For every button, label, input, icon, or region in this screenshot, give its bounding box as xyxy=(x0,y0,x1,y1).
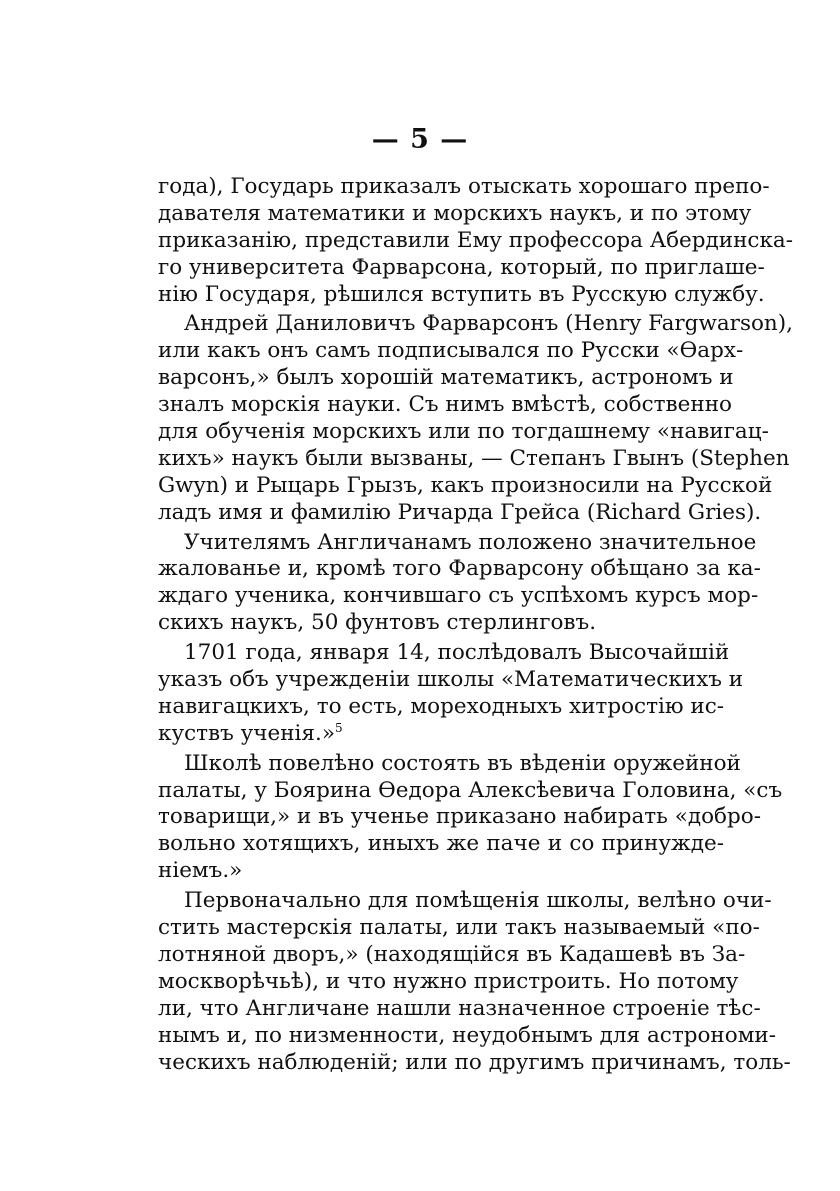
text-line: зналъ морскія науки. Съ нимъ вмѣстѣ, собственно xyxy=(158,392,732,418)
paragraph xyxy=(158,174,793,308)
text-line: палаты, у Боярина Ѳедора Алексѣевича Головина, «съ xyxy=(158,777,783,803)
text-line-content: куствъ ученія.» xyxy=(158,720,335,746)
text-line: приказанію, представили Ему профессора Абердинска- xyxy=(158,227,793,253)
text-line: для обученія морскихъ или по тогдашнему «навигац- xyxy=(158,419,769,445)
text-line: жалованье и, кромѣ того Фарварсону обѣщано за ка- xyxy=(158,556,761,582)
paragraph xyxy=(158,888,791,1076)
text-line: вольно хотящихъ, иныхъ же паче и со принужде- xyxy=(158,831,724,857)
text-line: Учителямъ Англичанамъ положено значительное xyxy=(184,529,757,555)
text-line: нію Государя, рѣшился вступить въ Русскую службу. xyxy=(158,281,765,307)
text-line: го университета Фарварсона, который, по приглаше- xyxy=(158,254,765,280)
body-text xyxy=(158,174,793,1079)
text-line: лотняной дворъ,» (находящійся въ Кадашевѣ въ За- xyxy=(158,941,746,967)
text-line: давателя математики и морскихъ наукъ, и по этому xyxy=(158,200,752,226)
paragraph xyxy=(158,750,783,885)
paragraph xyxy=(158,529,761,638)
text-line: варсонъ,» былъ хорошій математикъ, астрономъ и xyxy=(158,365,734,391)
text-line: ніемъ.» xyxy=(158,858,243,884)
footnote-mark: 5 xyxy=(335,720,343,735)
text-line: 1701 года, января 14, послѣдовалъ Высочайшій xyxy=(184,640,730,666)
text-line: года), Государь приказалъ отыскать хорошаго препо- xyxy=(158,174,770,199)
text-line: скихъ наукъ, 50 фунтовъ стерлинговъ. xyxy=(158,610,597,636)
paragraph xyxy=(158,640,744,748)
text-line: или какъ онъ самъ подписывался по Русски «Ѳарх- xyxy=(158,338,744,364)
text-line: стить мастерскія палаты, или такъ называемый «по- xyxy=(158,915,760,941)
paragraph xyxy=(158,311,793,526)
page-number: — 5 — xyxy=(371,124,469,155)
text-line: ли, что Англичане нашли назначенное строеніе тѣс- xyxy=(158,995,761,1021)
text-line: навигацкихъ, то есть, мореходныхъ хитростію ис- xyxy=(158,693,725,719)
text-line: москворѣчьѣ), и что нужно пристроить. Но потому xyxy=(158,968,739,994)
text-line: ждаго ученика, кончившаго съ успѣхомъ курсъ мор- xyxy=(158,583,759,609)
text-line: кихъ» наукъ были вызваны, — Степанъ Гвынъ (Stephen xyxy=(158,445,790,471)
text-line: ладъ имя и фамилію Ричарда Грейса (Richard Gries). xyxy=(158,499,762,525)
text-line: указъ объ учрежденіи школы «Математическихъ и xyxy=(158,667,744,693)
text-line: Школѣ повелѣно состоять въ вѣденіи оружейной xyxy=(184,750,741,776)
text-line: товарищи,» и въ ученье приказано набирать «добро- xyxy=(158,804,761,830)
text-line: нымъ и, по низменности, неудобнымъ для астрономи- xyxy=(158,1022,777,1048)
text-line: Андрей Даниловичъ Фарварсонъ (Henry Fargwarson), xyxy=(184,311,793,337)
text-line: ческихъ наблюденій; или по другимъ причинамъ, толь- xyxy=(158,1049,791,1075)
text-line: Первоначально для помѣщенія школы, велѣно очи- xyxy=(184,888,772,914)
text-line xyxy=(158,721,724,748)
text-line: Gwyn) и Рыцарь Грызъ, какъ произносили на Русской xyxy=(158,472,773,498)
